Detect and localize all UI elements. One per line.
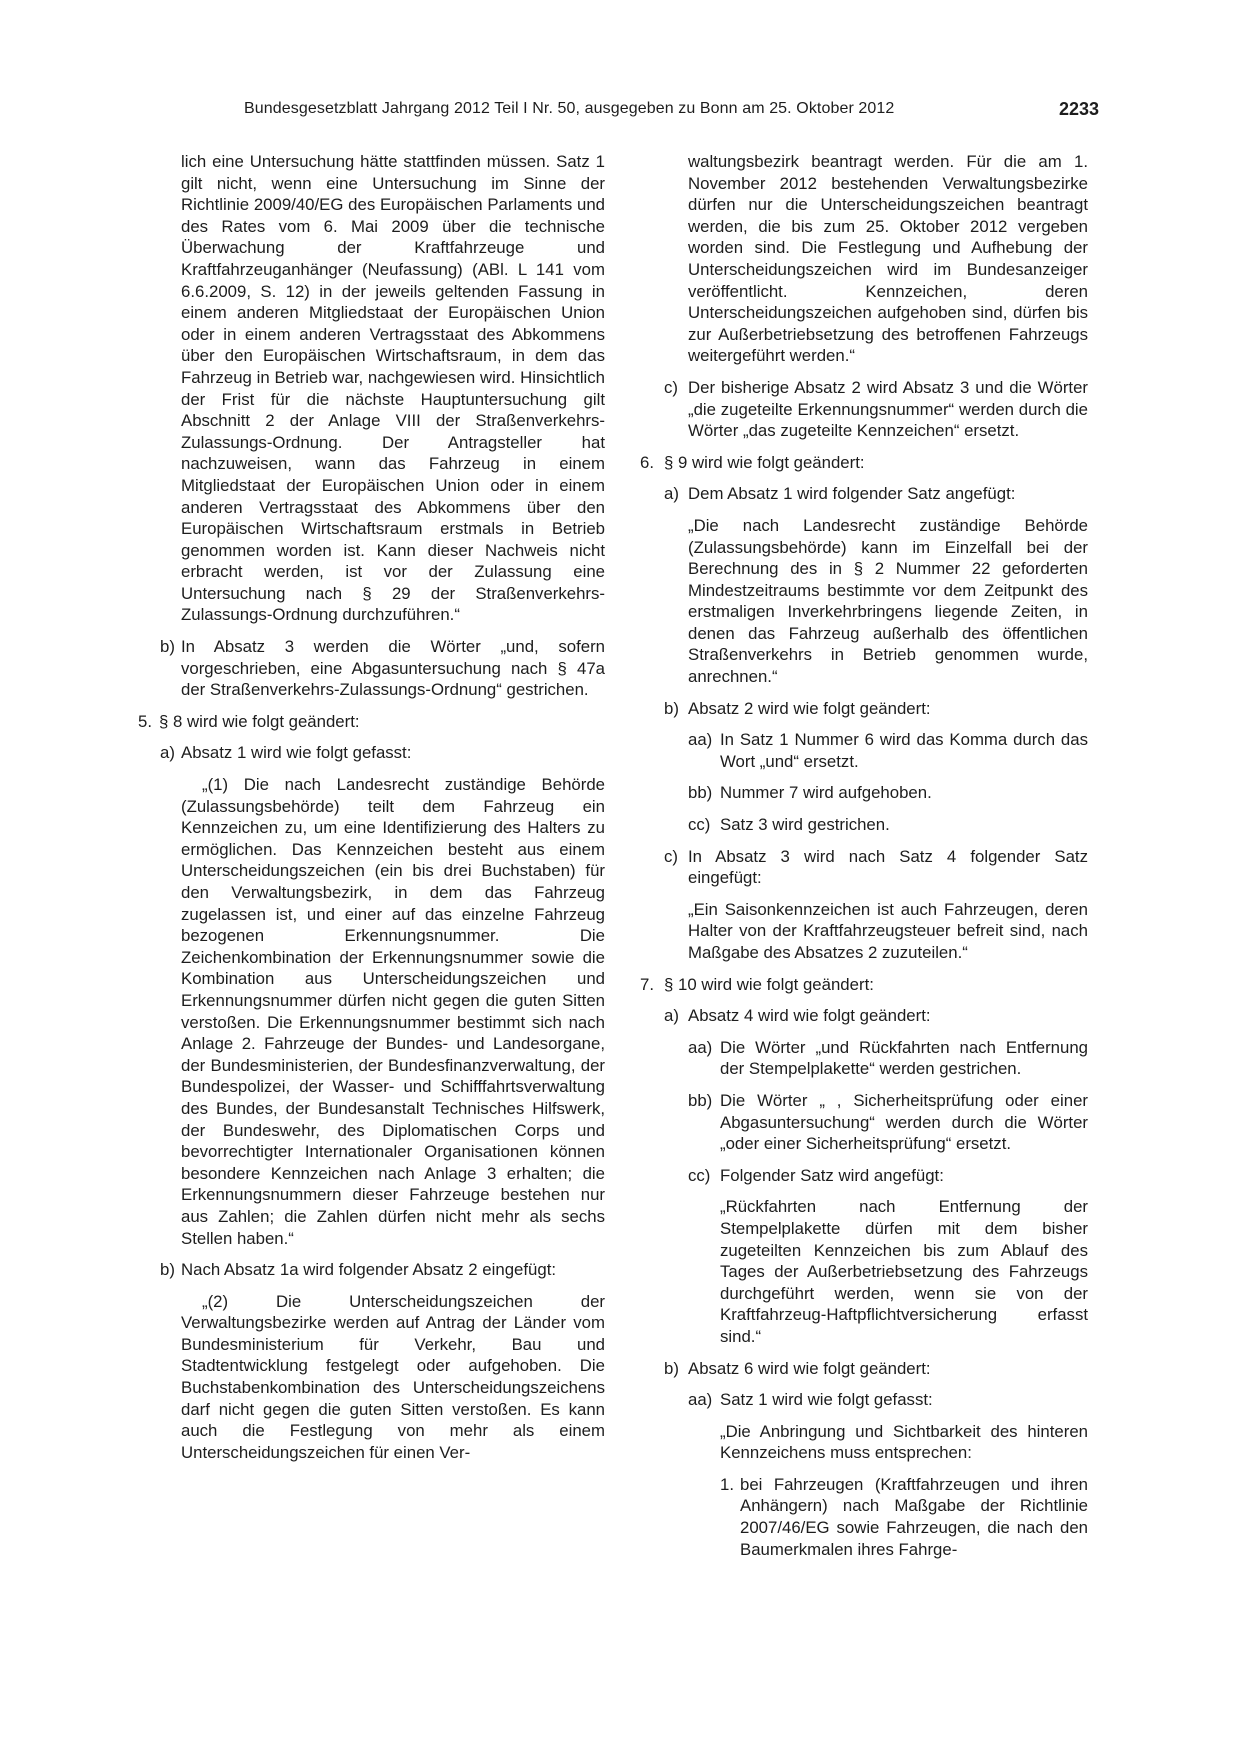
list-item-6b — [664, 698, 1088, 720]
list-item-a — [160, 742, 605, 764]
item-text: Nach Absatz 1a wird folgender Absatz 2 eingefügt: — [181, 1260, 557, 1280]
item-text: Satz 1 wird wie folgt gefasst: — [720, 1390, 933, 1410]
item-text: Satz 3 wird gestrichen. — [720, 815, 890, 835]
item-text: Absatz 2 wird wie folgt geändert: — [688, 698, 931, 718]
quoted-paragraph: „(2) Die Unterscheidungszeichen der Verwaltungsbezirke werden auf Antrag der Länder vom Bundesministerium für Verkehr, Bau und Stadtentwicklung festgelegt oder aufgehoben. Die Buchstabenkombination des Unterscheidungszeichens darf nicht gegen die guten Sitten verstoßen. Es kann auch die Festlegung von mehr als einem Unterscheidungszeichen für einen Ver- — [181, 1291, 605, 1462]
item-text: bei Fahrzeugen (Kraftfahrzeugen und ihren Anhängern) nach Maßgabe der Richtlinie 2007/46/EG sowie Fahrzeugen, die nach den Baumerkmalen ihres Fahrge- — [740, 1474, 1088, 1559]
right-column — [640, 151, 1088, 1560]
quoted-paragraph: „Ein Saisonkennzeichen ist auch Fahrzeugen, deren Halter von der Kraftfahrzeugsteuer befreit sind, nach Maßgabe des Absatzes 2 zuzuteilen.“ — [688, 899, 1088, 962]
item-label: c) — [664, 377, 678, 397]
list-item-6a — [664, 483, 1088, 505]
item-label: b) — [664, 1358, 679, 1378]
item-text: In Absatz 3 werden die Wörter „und, sofern vorgeschrieben, eine Abgasuntersuchung nach § 47a der Straßenverkehrs-Zulassungs-Ordnung“ gestrichen. — [181, 637, 605, 700]
list-item-5 — [138, 711, 605, 733]
continuation-paragraph: lich eine Untersuchung hätte stattfinden müssen. Satz 1 gilt nicht, wenn eine Untersuchung im Sinne der Richtlinie 2009/40/EG des Europäischen Parlaments und des Rates vom 6. Mai 2009 über die technische Überwachung der Kraftfahrzeuge und Kraftfahrzeuganhänger (Neufassung) (ABl. L 141 vom 6.6.2009, S. 12) in der jeweils geltenden Fassung in einem anderen Mitgliedstaat der Europäischen Union oder in einem anderen Vertragsstaat des Abkommens über den Europäischen Wirtschaftsraum, in dem das Fahrzeug in Betrieb war, nachgewiesen wird. Hinsichtlich der Frist für die nächste Hauptuntersuchung gilt Abschnitt 2 der Anlage VIII der Straßenverkehrs-Zulassungs-Ordnung. Der Antragsteller hat nachzuweisen, wann das Fahrzeug in einem Mitgliedstaat der Europäischen Union oder in einem anderen Vertragsstaat des Abkommens über den Europäischen Wirtschaftsraum erstmals in Betrieb genommen worden ist. Kann dieser Nachweis nicht erbracht werden, ist vor der Zulassung eine Untersuchung nach § 29 der Straßenverkehrs-Zulassungs-Ordnung durchzuführen.“ — [181, 152, 605, 625]
quoted-paragraph: „(1) Die nach Landesrecht zuständige Behörde (Zulassungsbehörde) teilt dem Fahrzeug ein Kennzeichen zu, um eine Identifizierung des Halters zu ermöglichen. Das Kennzeichen besteht aus einem Unterscheidungszeichen (ein bis drei Buchstaben) für den Verwaltungsbezirk, in dem das Fahrzeug zugelassen ist, und einer auf das einzelne Fahrzeug bezogenen Erkennungsnummer. Die Zeichenkombination der Erkennungsnummer sowie die Kombination aus Unterscheidungszeichen und Erkennungsnummer dürfen nicht gegen die guten Sitten verstoßen. Die Erkennungsnummer bestimmt sich nach Anlage 2. Fahrzeuge der Bundes- und Landesorgane, der Bundesministerien, der Bundesfinanzverwaltung, der Bundespolizei, der Wasser- und Schifffahrtsverwaltung des Bundes, der Bundesanstalt Technisches Hilfswerk, der Bundeswehr, des Diplomatischen Corps und bevorrechtigter Internationaler Organisationen können besondere Kennzeichen nach Anlage 3 erhalten; die Erkennungsnummern dieser Fahrzeuge bestehen nur aus Zahlen; die Zahlen dürfen nicht mehr als sechs Stellen haben.“ — [181, 775, 605, 1248]
list-item-6b-aa — [688, 729, 1088, 772]
item-label: b) — [160, 1260, 175, 1280]
item-text: Absatz 4 wird wie folgt geändert: — [688, 1006, 931, 1026]
item-label: cc) — [688, 815, 711, 835]
item-label: aa) — [688, 1390, 713, 1410]
gazette-title: Bundesgesetzblatt Jahrgang 2012 Teil I Nr. 50, ausgegeben zu Bonn am 25. Oktober 2012 — [244, 100, 895, 117]
item-text: Nummer 7 wird aufgehoben. — [720, 783, 932, 803]
item-label: 5. — [138, 711, 152, 731]
list-item-7a-aa — [688, 1037, 1088, 1080]
list-item-7a-bb — [688, 1090, 1088, 1155]
item-text: In Satz 1 Nummer 6 wird das Komma durch das Wort „und“ ersetzt. — [720, 730, 1088, 771]
list-item-7b-aa — [688, 1389, 1088, 1411]
page-number: 2233 — [1058, 99, 1099, 119]
quoted-paragraph: „Die Anbringung und Sichtbarkeit des hinteren Kennzeichens muss entsprechen: — [720, 1421, 1088, 1463]
list-item-6b-cc — [688, 814, 1088, 836]
item-label: b) — [664, 698, 679, 718]
item-text: Die Wörter „ , Sicherheitsprüfung oder einer Abgasuntersuchung“ werden durch die Wörter „oder einer Sicherheitsprüfung“ ersetzt. — [720, 1090, 1088, 1154]
item-text: Der bisherige Absatz 2 wird Absatz 3 und die Wörter „die zugeteilte Erkennungsnummer“ werden durch die Wörter „das zugeteilte Kennzeichen“ ersetzt. — [688, 377, 1088, 441]
item-label: a) — [160, 743, 175, 763]
item-text: § 10 wird wie folgt geändert: — [664, 974, 874, 994]
list-item-7a-cc — [688, 1165, 1088, 1187]
item-label: 1. — [720, 1474, 734, 1494]
quoted-paragraph: „Die nach Landesrecht zuständige Behörde (Zulassungsbehörde) kann im Einzelfall bei der Berechnung des in § 2 Nummer 22 geforderten Mindestzeitraums bestimmte vor dem Zeitpunkt des erstmaligen Inverkehrbringens liegende Zeiten, in denen das Fahrzeug außerhalb des öffentlichen Straßenverkehrs in Betrieb genommen wurde, anrechnen.“ — [688, 515, 1088, 687]
item-text: Absatz 1 wird wie folgt gefasst: — [181, 743, 412, 763]
page-header — [244, 100, 1099, 126]
item-label: cc) — [688, 1165, 711, 1185]
item-label: 6. — [640, 452, 654, 472]
list-item-6 — [640, 452, 1088, 474]
list-item-b2 — [160, 1259, 605, 1281]
item-label: aa) — [688, 730, 713, 750]
list-item-6b-bb — [688, 782, 1088, 804]
item-label: 7. — [640, 974, 654, 994]
list-item-7b-1 — [720, 1474, 1088, 1560]
list-item-b — [160, 636, 605, 701]
item-text: § 9 wird wie folgt geändert: — [664, 452, 865, 472]
item-text: Dem Absatz 1 wird folgender Satz angefügt: — [688, 484, 1016, 504]
item-label: a) — [664, 1006, 679, 1026]
quoted-paragraph: „Rückfahrten nach Entfernung der Stempelplakette dürfen mit dem bisher zugeteilten Kennzeichen bis zum Ablauf des Tages der Außerbetriebsetzung des Fahrzeugs durchgeführt werden, wenn sie von der Kraftfahrzeug-Haftpflichtversicherung erfasst sind.“ — [720, 1197, 1088, 1346]
item-text: Absatz 6 wird wie folgt geändert: — [688, 1358, 931, 1378]
list-item-c — [664, 377, 1088, 442]
item-label: aa) — [688, 1037, 713, 1057]
item-label: a) — [664, 484, 679, 504]
item-text: Folgender Satz wird angefügt: — [720, 1165, 944, 1185]
list-item-7b — [664, 1358, 1088, 1380]
list-item-7 — [640, 974, 1088, 996]
list-item-7a — [664, 1005, 1088, 1027]
left-column — [138, 151, 605, 1463]
item-text: Die Wörter „und Rückfahrten nach Entfernung der Stempelplakette“ werden gestrichen. — [720, 1037, 1088, 1079]
continuation-paragraph: waltungsbezirk beantragt werden. Für die am 1. November 2012 bestehenden Verwaltungsbezirke dürfen nur die Unterscheidungszeichen beantragt werden, die bis zum 25. Oktober 2012 vergeben worden sind. Die Festlegung und Aufhebung der Unterscheidungszeichen wird im Bundesanzeiger veröffentlicht. Kennzeichen, deren Unterscheidungszeichen aufgehoben sind, dürfen bis zur Außerbetriebsetzung des betroffenen Fahrzeugs weitergeführt werden.“ — [688, 152, 1088, 366]
item-label: bb) — [688, 783, 713, 803]
item-text: § 8 wird wie folgt geändert: — [159, 711, 360, 731]
list-item-6c — [664, 846, 1088, 889]
item-label: b) — [160, 637, 175, 657]
item-label: bb) — [688, 1090, 713, 1110]
item-text: In Absatz 3 wird nach Satz 4 folgender Satz eingefügt: — [688, 846, 1088, 888]
item-label: c) — [664, 846, 678, 866]
